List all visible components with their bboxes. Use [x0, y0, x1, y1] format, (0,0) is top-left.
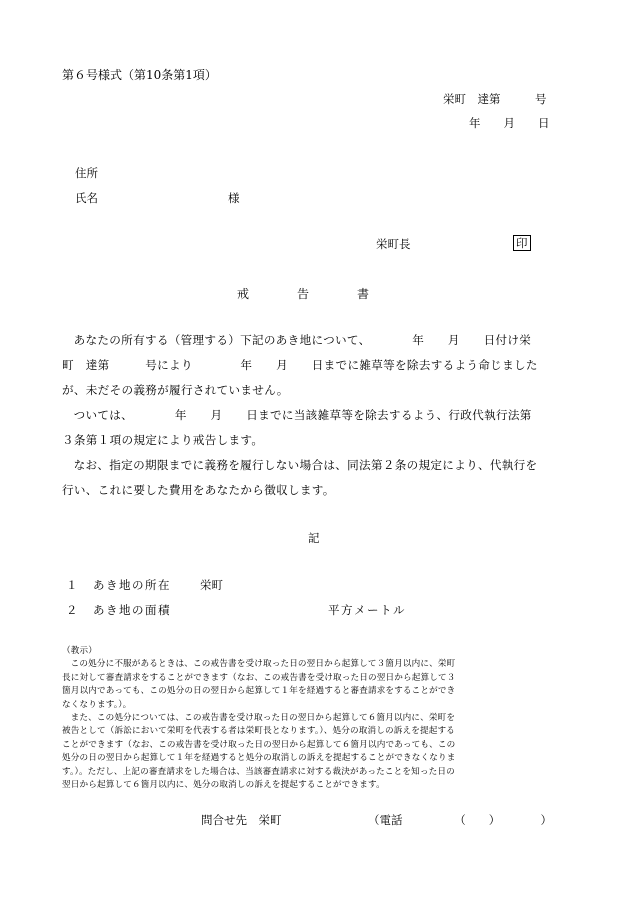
ki-heading: 記: [308, 531, 320, 545]
issuer-title: 栄町長: [376, 237, 411, 251]
paragraph-1-line-1: あなたの所有する（管理する）下記のあき地について、 年 月 日付け栄: [73, 333, 532, 347]
appeal-notice: [62, 645, 572, 792]
seal-label: 印: [513, 235, 531, 251]
document-heading: 戒 告 書: [237, 287, 370, 301]
body-paragraphs: [62, 328, 568, 503]
notice-line-2: 長に対して審査請求をすることができます（なお、この戒告書を受け取った日の翌日から起算して３: [62, 672, 456, 683]
paragraph-1-line-2: 町 達第 号により 年 月 日までに雑草等を除去するよう命じました: [62, 358, 538, 372]
notice-line-3: 箇月以内であっても、この処分の日の翌日から起算して１年を経過すると審査請求をすることができ: [62, 686, 456, 697]
item-1-value: 栄町: [200, 578, 223, 592]
paragraph-2-line-1: ついては、 年 月 日までに当該雑草等を除去するよう、行政代執行法第: [73, 408, 532, 422]
contact-phone: （電話 （ ） ）: [368, 813, 552, 827]
item-2-number: ２: [66, 603, 78, 617]
paragraph-3-line-1: なお、指定の期限までに義務を履行しない場合は、同法第２条の規定により、代執行を: [73, 458, 538, 472]
notice-line-5: また、この処分については、この戒告書を受け取った日の翌日から起算して６箇月以内に、栄町を: [70, 713, 456, 724]
document-number: 栄町 達第 号: [443, 92, 547, 106]
form-title: 第６号様式（第10条第1項）: [62, 68, 217, 82]
notice-line-7: ことができます（なお、この戒告書を受け取った日の翌日から起算して６箇月以内であっても、この: [62, 739, 456, 750]
notice-line-1: この処分に不服があるときは、この戒告書を受け取った日の翌日から起算して３箇月以内に、栄町: [70, 659, 456, 670]
paragraph-2-line-2: ３条第１項の規定により戒告します。: [62, 433, 264, 447]
notice-line-4: なくなります。）。: [62, 699, 132, 710]
item-2-label: あき地の面積: [93, 603, 171, 617]
address-label: 住所: [75, 166, 98, 180]
name-label: 氏名: [75, 191, 98, 205]
notice-heading: （教示）: [62, 646, 97, 656]
paragraph-3-line-2: 行い、これに要した費用をあなたから徴収します。: [62, 483, 335, 497]
notice-line-8: 処分の日の翌日から起算して１年を経過すると処分の取消しの訴えを提起することができなくなりま: [62, 753, 456, 764]
notice-line-9: す。）。ただし、上記の審査請求をした場合は、当該審査請求に対する裁決があったことを知った日の: [62, 766, 455, 777]
item-1-label: あき地の所在: [93, 578, 171, 592]
seal-mark: [513, 235, 531, 251]
paragraph-1-line-3: が、未だその義務が履行されていません。: [62, 383, 289, 397]
honorific: 様: [228, 191, 240, 205]
issue-date: 年 月 日: [469, 116, 550, 130]
item-2-value: 平方メートル: [328, 603, 406, 617]
contact-label: 問合せ先 栄町: [201, 813, 282, 827]
notice-line-6: 被告として（訴訟において栄町を代表する者は栄町長となります。）、処分の取消しの訴えを提起する: [62, 726, 455, 737]
notice-line-10: 翌日から起算して６箇月以内に、処分の取消しの訴えを提起することができます。: [62, 780, 385, 791]
item-1-number: １: [66, 578, 78, 592]
